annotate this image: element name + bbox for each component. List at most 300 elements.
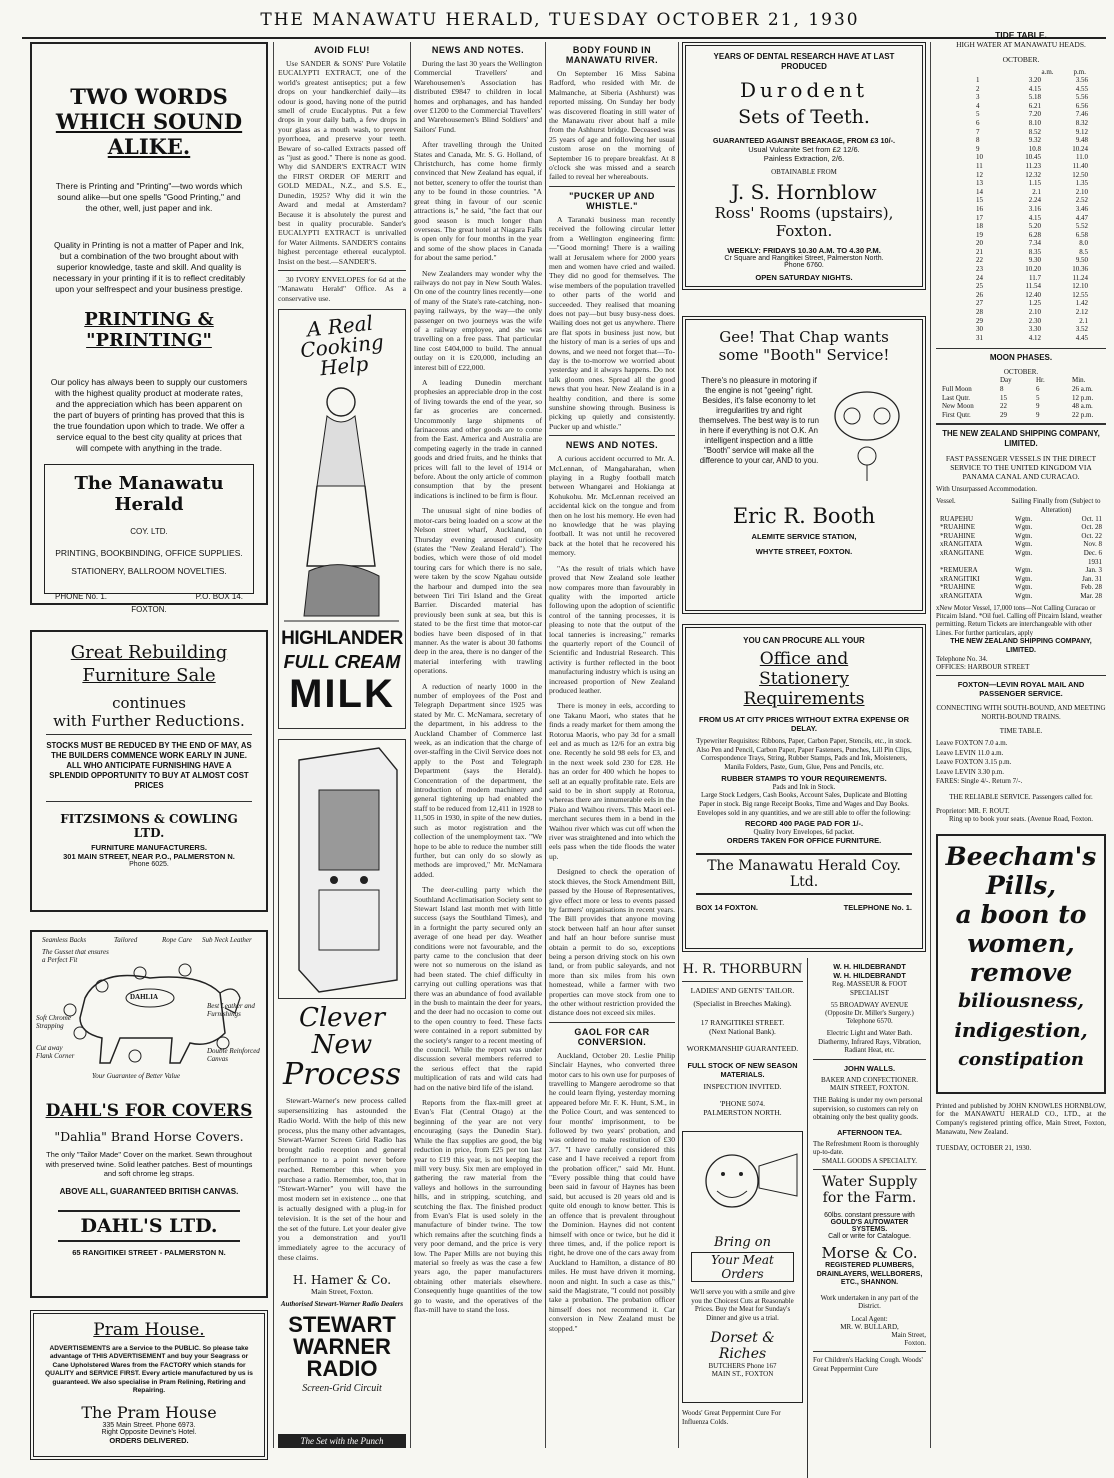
- meat-text: We'll serve you with a smile and give you the Choicest Cuts at Reasonable Prices. Buy the Meat for Sunday's Dinner and give us a trial.: [690, 1288, 795, 1322]
- tide-row: [976, 334, 1088, 343]
- tide-row: [976, 85, 1088, 94]
- tide-row: [976, 248, 1088, 257]
- office-large: Large Stock Ledgers, Cash Books, Account Sales, Duplicate and Blotting Paper in stock. Big range Receipt Books, Time and Wages and Day Books. Envelopes sold in any quantities, and we are still able to offer the following:: [697, 791, 911, 817]
- ship-cell: *RUAHINE: [940, 583, 975, 592]
- woods-ad: For Children's Hacking Cough. Woods' Great Peppermint Cure: [813, 1355, 923, 1373]
- ad-heading: TWO WORDS: [70, 84, 228, 109]
- tide-pm: 9.12: [1075, 127, 1088, 136]
- walls-line: BAKER AND CONFECTIONER.: [820, 1075, 919, 1084]
- furniture-title: Furniture Sale: [82, 665, 216, 686]
- envelopes-notice: 30 IVORY ENVELOPES for 6d at the "Manawatu Herald" Office. As a conservative use.: [278, 274, 406, 303]
- tide-am: 4.12: [1028, 333, 1041, 342]
- office-from: FROM US AT CITY PRICES WITHOUT EXTRA EXPENSE OR DELAY.: [698, 715, 909, 733]
- ship-cell: Wgtn.: [1015, 531, 1033, 540]
- stewart-warner-text: Stewart-Warner's new process called supersensitizing has astounded the Radio World. With the help of this new process, plus the many other advantages, Stewart-Warner Screen Grid Radio has brought radio reception and general performance to a point never before reached. Remember this when you purchase a radio. Remember, too, that in "Stewart-Warner" you will have the most modern set in existence ... one that is actually designed with a plug-in for television. It is the set of the hour and the set of the future. Let your dealer give you a demonstration and you'll immediately agree to the accuracy of these claims.: [278, 1096, 406, 1262]
- pram-ad: [30, 1310, 268, 1460]
- time-line: Leave LEVIN 3.30 p.m.: [936, 767, 1005, 776]
- moon-cell: 8: [1000, 385, 1004, 393]
- tide-title: TIDE TABLE.: [995, 30, 1047, 40]
- article-heading: BODY FOUND IN MANAWATU RIVER.: [565, 45, 659, 65]
- tide-am: 12.40: [1025, 290, 1041, 299]
- office-record: RECORD 400 PAGE PAD FOR 1/-.: [744, 819, 864, 829]
- tide-pm: 4.45: [1075, 333, 1088, 342]
- ad-text: Quality in Printing is not a matter of Paper and Ink, but a combination of the two brought about with superior knowledge, taste and skill. And quality is necessary in your printing if it is to reflect creditably upon your selfrespect and your business prestige.: [52, 240, 246, 294]
- column-divider: [678, 42, 679, 1448]
- tide-day: 10: [976, 153, 983, 162]
- tide-day: 31: [976, 333, 983, 342]
- tide-am: 6.28: [1028, 230, 1041, 239]
- thorburn-line: LADIES' AND GENTS' TAILOR.: [690, 986, 795, 995]
- moon-cell: 48 a.m.: [1072, 402, 1093, 411]
- moon-row: [942, 411, 1100, 420]
- beecham-line: biliousness,: [957, 989, 1085, 1012]
- tide-row: [976, 76, 1088, 85]
- tide-day: 17: [976, 213, 983, 222]
- tide-header: [936, 68, 1106, 76]
- tide-pm: 10.24: [1072, 144, 1088, 153]
- tide-am: 11.23: [1025, 161, 1041, 170]
- shipping-office: OFFICES: HARBOUR STREET: [936, 662, 1030, 671]
- ship-cell: *RUAHINE: [940, 523, 975, 532]
- tide-pm: 10.36: [1072, 265, 1088, 274]
- ship-cell: Jan. 3: [1085, 566, 1102, 575]
- article-text: A curious accident occurred to Mr. A. McLennan, of Mangaharahan, when playing in a Rugby football match between Whangarei and Hokianga at Kohukohu. Mr. McLennan received an accidental kick on the tongue and from then on he lost his memory. He even had no knowledge that he was playing football. It was not until he recovered back at the hotel that he recovered his memory.: [549, 454, 675, 558]
- moon-month: OCTOBER.: [1003, 368, 1039, 377]
- herald-line: STATIONERY, BALLROOM NOVELTIES.: [71, 566, 227, 576]
- tide-am: 2.1: [1032, 187, 1041, 196]
- beecham-line: a boon to: [955, 899, 1087, 929]
- diagram-label: Double Reinforced Canvas: [207, 1047, 260, 1063]
- herald-contacts: [55, 592, 243, 601]
- meat-orders: Your Meat Orders: [691, 1252, 794, 1282]
- tide-day: 24: [976, 273, 983, 282]
- article-paragraph: After travelling through the United States and Canada, Mr. S. G. Holland, of Christchurch, has come home firmly convinced that New Zealand has equal, if not better, scenery to offer the tourist than any to be found in those countries. "A great thing in favour of our scenic attractions is," he said, "the fact that our good season is much longer than overseas. The great hotel at Niagara Falls is open only for four months in the year and some of the show places in Canada for about the same period.": [414, 140, 542, 263]
- booth-title: some "Booth" Service!: [718, 346, 890, 364]
- diagram-label: Rope Care: [162, 936, 192, 944]
- moon-row: [942, 385, 1100, 394]
- ship-row: [940, 515, 1102, 524]
- tide-pm: 12.10: [1072, 282, 1088, 291]
- tide-row: [976, 256, 1088, 265]
- durodent-sets: Sets of Teeth.: [738, 106, 870, 128]
- thorburn-line: PALMERSTON NORTH.: [703, 1108, 782, 1117]
- durodent-phone: Phone 6760.: [784, 262, 824, 269]
- moon-cell: 22: [1000, 402, 1007, 411]
- article-text: A Taranaki business man recently received the following circular letter from a Wellington engineering firm:—"Good morning! There is a wailing wall at Jerusalem where for 2000 years men and women have cried and wailed. They did no good for themselves. The wise members of the population travelled to other parts of the world and succeeded. They realised that moaning does not pay—but busy busy-ness does. Wailing does not get us anywhere. There are flat spots in business just now, but the history of man is a series of ups and downs, and we need not forget that—To-day is the to-morrow we worried about yesterday and it always happens. Do not talk gloom ones. Spread all the good news that you hear. New Zealand is in a healthy condition, and there is some sunshine showing through. Business is picking up quietly and consistently. Pucker up and whistle.": [549, 214, 675, 431]
- tide-pm: 3.46: [1075, 204, 1088, 213]
- levin-title: FOXTON—LEVIN ROYAL MAIL AND PASSENGER SERVICE.: [957, 679, 1085, 698]
- screen-grid: Screen-Grid Circuit: [302, 1382, 382, 1394]
- shipping-table: [936, 515, 1106, 601]
- tide-pm: 1.35: [1075, 179, 1088, 188]
- tide-am: 10.8: [1028, 144, 1041, 153]
- tide-am: 8.10: [1028, 118, 1041, 127]
- tide-day: 3: [976, 93, 980, 102]
- walls-tea: AFTERNOON TEA.: [837, 1127, 902, 1137]
- article-text: Use SANDER & SONS' Pure Volatile EUCALYPTI EXTRACT, one of the world's greatest antiseptics; put a few drops on your handkerchief daily—its odour is good, having none of the putrid smell of crude Eucalyptus. Put a few drops in your daily bath, a few drops in your glass as a mouth wash, to prevent pyorrhoea, and preserve your teeth. Beware of so-called Extracts passed off as "just as good." There is none as good. Why did SANDER'S EXTRACT WIN the FIRST ORDER OF MERIT and GOLD MEDAL, N.Z., and S.S. E., Dunedin, 1925? Why did it win the Award and medal at Amsterdam? Because it is absolutely the purest and best in quality procurable. Sander's EUCALYPTI EXTRACT is unrivalled for Water Ailments. SANDER'S contains highest percentage ethereal eucalyptol. Insist on the best.—SANDER'S.: [278, 59, 406, 266]
- office-top: YOU CAN PROCURE ALL YOUR: [743, 636, 865, 645]
- morse-reg: REGISTERED PLUMBERS, DRAINLAYERS, WELLBORERS, ETC., SHANNON.: [816, 1261, 923, 1287]
- office-orders: ORDERS TAKEN FOR OFFICE FURNITURE.: [726, 836, 882, 846]
- herald-ad: [44, 464, 254, 614]
- milk-word: MILK: [289, 672, 395, 717]
- pram-body: ADVERTISEMENTS are a Service to the PUBLIC. So please take advantage of THIS ADVERTISEMENT and buy your Seagrass or Cane Upholstered Wares from the FACTORY which stands for QUALITY and SERVICE FIRST. Every article manufactured by us is guaranteed. We also specialise in Pram Relining, Retiring and Repairing.: [45, 1345, 253, 1395]
- walls-text: The Refreshment Room is thoroughly up-to-date.: [813, 1139, 920, 1157]
- ship-cell: Oct. 22: [1081, 531, 1102, 540]
- ship-row: [940, 532, 1102, 541]
- column-divider: [930, 42, 931, 1448]
- levin-ring: Ring up to book your seats. (Avenue Road, Foxton.: [949, 815, 1093, 824]
- hildebrandt-name: W. H. HILDEBRANDT: [833, 971, 906, 980]
- tide-am: 7.20: [1028, 110, 1041, 119]
- beecham-line: Beecham's: [945, 841, 1097, 871]
- moon-col: Day: [1000, 376, 1012, 385]
- ship-cell: 1931: [1088, 557, 1102, 566]
- tide-am: 1.25: [1028, 299, 1041, 308]
- tide-pm: 11.40: [1072, 161, 1088, 170]
- moon-cell: New Moon: [942, 402, 974, 411]
- ad-subheading: PRINTING & "PRINTING": [84, 309, 214, 351]
- walls-name: JOHN WALLS.: [843, 1063, 896, 1073]
- tide-pm: 3.56: [1075, 76, 1088, 84]
- tide-am: 3.30: [1028, 325, 1041, 334]
- column-divider: [545, 42, 546, 1448]
- highlander-word: HIGHLANDER: [281, 628, 403, 650]
- tide-row: [976, 128, 1088, 137]
- herald-co: COY. LTD.: [130, 527, 168, 536]
- office-firm: Ltd.: [789, 874, 819, 891]
- tide-pm: p.m.: [1073, 68, 1086, 76]
- ship-row: [940, 523, 1102, 532]
- moon-cell: Last Qutr.: [942, 393, 970, 402]
- thorburn-line: 17 RANGITIKEI STREET.: [700, 1018, 785, 1027]
- thorburn-line: FULL STOCK OF NEW SEASON MATERIALS.: [687, 1061, 798, 1079]
- article-paragraph: The unusual sight of nine bodies of motor-cars being loaded on a scow at the Nelson street wharf, Auckland, on Thursday evening aroused curiosity (states the "New Zealand Herald"). The bodies, which were those of old model touring cars for which there is no sale, were taken by the scow Ngahau outside the harbour and dumped into the sea between Tiri Tiri Island and the Great Barrier. Discarded material has previously been sunk at sea, but this is stated to be the first time that motor-car bodies have been disposed of in that manner. As the water is about 30 fathoms deep in the area, there is no danger of the material interfering with trawling operations.: [414, 506, 542, 676]
- ship-cell: Oct. 28: [1081, 523, 1102, 532]
- durodent-ad: [682, 42, 926, 290]
- booth-body: [696, 376, 912, 486]
- herald-line: PRINTING, BOOKBINDING, OFFICE SUPPLIES.: [55, 548, 243, 558]
- beecham-line: indigestion,: [954, 1017, 1088, 1042]
- tide-am: 4.15: [1028, 213, 1041, 222]
- dahlia-label: DAHLIA: [130, 993, 159, 1001]
- ship-cell: Wgtn.: [1015, 514, 1033, 523]
- tide-am: 11.7: [1029, 273, 1041, 282]
- dahl-above: ABOVE ALL, GUARANTEED BRITISH CANVAS.: [59, 1186, 239, 1196]
- shipping-title: THE NEW ZEALAND SHIPPING COMPANY, LIMITED.: [942, 429, 1100, 448]
- article-paragraph: A reduction of nearly 1000 in the number of employees of the Post and Telegraph Department since 1925 was stated by Mr. C. McNamara, secretary of the department, in his address to the Auckland Chamber of Commerce last week, as an indication that the charge of over-staffing in the Civil Service does not apply to the Post and Telegraph Department (says the Herald). Concentration of the department, the introduction of modern machinery and general tightening up had enabled the staff to be reduced from 12,411 in 1928 to 11,505 in 1930, in spite of the new duties, such as motor registration and the collection of the unemployment tax. "We hope to be able to reduce the number still further, but can only do so slowly as methods are improved," Mr. McNamara added.: [414, 681, 543, 879]
- article-heading: AVOID FLU!: [314, 45, 370, 55]
- thorburn-line: (Specialist in Breeches Making).: [693, 999, 792, 1008]
- morse-agent: Foxton.: [904, 1338, 926, 1347]
- furniture-body: STOCKS MUST BE REDUCED BY THE END OF MAY, AS THE BUILDERS COMMENCE WORK EARLY IN JUNE. ALL WHO ANTICIPATE FURNISHING HAVE A SPLENDID OPPORTUNITY TO BUY AT ALMOST COST PRICES: [46, 741, 252, 790]
- furniture-line: FURNITURE MANUFACTURERS.: [91, 843, 207, 852]
- tide-pm: 5.52: [1075, 222, 1088, 231]
- moon-cell: 26 a.m.: [1072, 385, 1093, 393]
- ad-heading: WHICH SOUND ALIKE.: [55, 109, 243, 159]
- tide-day: 18: [976, 222, 983, 231]
- pram-title: Pram House.: [93, 1320, 205, 1340]
- meat-firm: Dorset & Riches: [710, 1330, 775, 1363]
- moon-cell: 9: [1036, 410, 1040, 419]
- pram-addr: 335 Main Street. Phone 6973.: [102, 1422, 196, 1430]
- herald-box: P.O. BOX 14.: [195, 592, 243, 601]
- column-3: [414, 42, 542, 1448]
- durodent-title: Durodent: [739, 78, 869, 102]
- durodent-line: Usual Vulcanite Set from £2 12/6.: [748, 145, 860, 154]
- moon-cell: 9: [1036, 402, 1040, 411]
- tide-row: [976, 196, 1088, 205]
- beecham-line: constipation: [958, 1048, 1084, 1070]
- tide-month: OCTOBER.: [1002, 55, 1040, 64]
- tide-pm: 2.52: [1075, 196, 1088, 205]
- ad-text: Our policy has always been to supply our customers with the highest quality product at moderate rates, and the appreciation which has been apparent on the part of buyers of printing has proved that this is the true foundation upon which to trade. We offer a service equal to the best city quality at prices that will compete with anything in the trade.: [50, 377, 248, 453]
- morse-agent: Main Street,: [891, 1330, 926, 1339]
- tide-row: [976, 325, 1088, 334]
- morse-name: Morse & Co.: [821, 1243, 918, 1262]
- tide-am: 5.18: [1028, 93, 1041, 102]
- diagram-label: The Gusset that ensures a Perfect Fit: [42, 948, 109, 964]
- tide-row: [976, 205, 1088, 214]
- tide-am: 5.20: [1028, 222, 1041, 231]
- booth-title: Gee! That Chap wants: [719, 328, 889, 346]
- tide-am: 9.30: [1028, 256, 1041, 265]
- dahl-addr: 65 RANGITIKEI STREET - PALMERSTON N.: [72, 1247, 226, 1257]
- furniture-ad: [30, 630, 268, 912]
- punch-banner: The Set with the Punch: [278, 1434, 406, 1448]
- morse-work: Work undertaken in any part of the District.: [820, 1293, 919, 1311]
- tide-day: 29: [976, 316, 983, 325]
- ship-row: [940, 575, 1102, 584]
- article-text: Auckland, October 20. Leslie Philip Sinclair Haynes, who converted three motor cars to his own use for purposes of travelling to Mangere aerodrome so that he could learn flying, yesterday morning appeared before Mr. F. K. Hunt, S.M., in the Police Court, and was sentenced to four months' imprisonment, to be followed by two years' probation, and was ordered to make restitution of £30 3/7. "I have carefully considered this case and I have received a report from the probation officer," said Mr. Hunt. "Every possible thing that could have been said in favour of Haynes has been said, but accused is 20 years old and is quite old enough to know better. This is an offence that is prevalent throughout the Dominion. Haynes did not content himself with once or twice, but he did it three times, and, if the police report is right, he drove one of the cars away from Auckland to Hamilton, a distance of 80 miles. He must have driven it morning, noon and night. In such a case as this," said the Magistrate, "I could not possibly take a probation. The probation officer himself does not recommend it. Car conversion in New Zealand must be stopped.": [549, 1050, 675, 1333]
- diagram-label: Seamless Backs: [42, 936, 87, 944]
- durodent-top: YEARS OF DENTAL RESEARCH HAVE AT LAST PRODUCED: [713, 52, 895, 71]
- herald-title: The Manawatu Herald: [74, 473, 224, 515]
- tide-pm: 1.42: [1075, 299, 1088, 308]
- tide-pm: 2.10: [1075, 187, 1088, 196]
- tide-row: [976, 145, 1088, 154]
- office-ad: [682, 624, 926, 952]
- dahl-text: The only "Tailor Made" Cover on the market. Sewn throughout with preserved twine. Solid leather patches. Best of mountings and soft chrome leg straps.: [45, 1150, 253, 1178]
- tide-pm: 2.1: [1079, 316, 1088, 325]
- tide-row: [976, 110, 1088, 119]
- booth-addr: WHYTE STREET, FOXTON.: [755, 547, 853, 556]
- column-6: [936, 30, 1106, 1448]
- hildebrandt-line: 55 BROADWAY AVENUE: [830, 1001, 909, 1010]
- column-5: [682, 42, 926, 1448]
- beecham-line: remove: [969, 957, 1073, 987]
- time-line: Leave LEVIN 11.0 a.m.: [936, 748, 1004, 757]
- moon-col: [942, 376, 992, 385]
- meat-ad: [682, 1131, 803, 1403]
- hornblow-name: J. S. Hornblow: [731, 180, 877, 204]
- two-words-ad: [30, 42, 268, 614]
- moon-cell: 15: [1000, 393, 1007, 402]
- article-heading: GAOL FOR CAR CONVERSION.: [574, 1026, 650, 1047]
- booth-text: There's no pleasure in motoring if the engine is not "geeing" right. Besides, it's false economy to let irregularities try and right themselves. The best way is to run in here if everything is not O.K. An intelligent inspection and a little "Booth" service will make all the difference to your car, AND to you.: [699, 376, 819, 465]
- woods-ad: Woods' Great Peppermint Cure For Influenza Colds.: [682, 1409, 781, 1426]
- tide-am: 1.15: [1028, 179, 1041, 188]
- tide-am: 3.16: [1028, 204, 1041, 213]
- tide-pm: 7.46: [1075, 110, 1088, 119]
- ship-cell: Oct. 11: [1081, 514, 1102, 523]
- hildebrandt-line: Electric Light and Water Bath. Diathermy, Infrared Rays, Vibration, Radiant Heat, etc.: [818, 1029, 921, 1055]
- right-small-ads: [808, 958, 926, 1478]
- thorburn-line: WORKMANSHIP GUARANTEED.: [686, 1044, 799, 1053]
- levin-tt: TIME TABLE.: [999, 727, 1043, 736]
- tide-day: 30: [976, 325, 983, 334]
- tide-day: 14: [976, 187, 983, 196]
- morse-agent: MR. W. BULLARD,: [840, 1322, 899, 1331]
- durodent-sat: OPEN SATURDAY NIGHTS.: [755, 273, 853, 282]
- ship-cell: *RUAHINE: [940, 531, 975, 540]
- small-ads-row: [682, 958, 926, 1478]
- ship-cell: Wgtn.: [1015, 566, 1033, 575]
- ship-cell: Feb. 28: [1081, 583, 1102, 592]
- tide-pm: 8.32: [1075, 118, 1088, 127]
- thorburn-line: 'PHONE 5074.: [719, 1099, 766, 1108]
- column-2: [278, 42, 406, 1448]
- moon-cell: 22 p.m.: [1072, 410, 1094, 419]
- article-paragraph: The deer-culling party which the Southland Acclimatisation Society sent to Stewart Island last month met with little success (says the Southland Times), and in a fortnight the party secured only an average of one head per day. Weather conditions were not favourable, and the party came to the conclusion that deer were not so numerous on the island as had been stated. The chief difficulty in carrying out culling operations was that there was an abundance of food available in the bush to maintain the deer for years, and the deer had no occasion to come out to the open country to feed. These facts were contained in a report submitted by the society's ranger to a recent meeting of the council. While the report was under discussion several members referred to the serious effect that the rapid multiplication of rats and wild cats had had on the native bird life of the island.: [414, 885, 542, 1092]
- tide-pm: 12.50: [1072, 170, 1088, 179]
- tide-day: 27: [976, 299, 983, 308]
- shipping-col: Vessel.: [936, 497, 956, 506]
- pram-title-2: The Pram House: [81, 1403, 217, 1423]
- tide-day: 19: [976, 230, 983, 239]
- hamer-street: Main Street, Foxton.: [310, 1286, 374, 1296]
- ship-cell: Wgtn.: [1015, 540, 1033, 549]
- furniture-title: Great Rebuilding: [70, 642, 228, 663]
- tide-row: [976, 308, 1088, 317]
- dealers-line: Authorised Stewart-Warner Radio Dealers: [280, 1299, 404, 1308]
- tide-day: 21: [976, 247, 983, 256]
- radio-word: RADIO: [306, 1355, 378, 1381]
- walls-line: MAIN STREET, FOXTON.: [829, 1083, 910, 1092]
- ship-cell: Wgtn.: [1015, 583, 1033, 592]
- tide-day: 28: [976, 308, 983, 317]
- office-box: BOX 14 FOXTON.: [696, 903, 758, 913]
- durodent-line: Painless Extraction, 2/6.: [763, 154, 845, 163]
- moon-cell: 29: [1000, 410, 1007, 419]
- tide-row: [976, 179, 1088, 188]
- tide-day: 22: [976, 256, 983, 265]
- water-line: GOULD'S AUTOWATER SYSTEMS.: [830, 1218, 909, 1233]
- tide-day: 16: [976, 204, 983, 213]
- moon-cell: 6: [1036, 385, 1040, 393]
- hornblow-rooms: Ross' Rooms (upstairs),: [714, 204, 894, 222]
- tide-row: [976, 136, 1088, 145]
- shipping-acc: With Unsurpassed Accommodation.: [936, 485, 1038, 494]
- diagram-label: Tailored: [114, 936, 138, 944]
- tide-pm: 4.55: [1075, 84, 1088, 93]
- tide-am: a.m.: [1041, 68, 1054, 76]
- hornblow-town: Foxton.: [775, 222, 833, 240]
- tide-am: 10.45: [1025, 153, 1041, 162]
- office-title: Office and: [759, 649, 849, 669]
- moon-head: [942, 376, 1100, 385]
- office-tel: TELEPHONE No. 1.: [843, 903, 912, 913]
- moon-cell: 5: [1036, 393, 1040, 402]
- herald-phone: PHONE No. 1.: [55, 592, 108, 601]
- shipping-sub: FAST PASSENGER VESSELS IN THE DIRECT SERVICE TO THE UNITED KINGDOM VIA PANAMA CANAL AND CURACAO.: [945, 454, 1097, 482]
- tide-pm: 6.56: [1075, 101, 1088, 110]
- tide-row: [976, 231, 1088, 240]
- tide-pm: 11.0: [1076, 153, 1088, 162]
- hildebrandt-line: Reg. MASSEUR & FOOT SPECIALIST: [831, 980, 908, 997]
- ship-cell: Wgtn.: [1015, 548, 1033, 557]
- article-text: "As the result of trials which have proved that New Zealand sole leather now compares more than favourably in quality with the imported article following upon the adoption of scientific control of the tanning processes, it is pleasing to note that the output of the local tanneries is increasing," remarks the quarterly report of the Council of Scientific and Industrial Research. This activity is further reflected in the boot manufacturing industry which is using an increased proportion of New Zealand produced leather.: [549, 563, 675, 695]
- tide-pm: 12.55: [1072, 290, 1088, 299]
- diagram-label: Soft Chrome Strapping: [36, 1014, 71, 1030]
- tide-day: 11: [976, 161, 983, 170]
- tide-day: 1: [976, 76, 980, 84]
- ship-cell: Wgtn.: [1015, 591, 1033, 600]
- diagram-label: Your Guarantee of Better Value: [92, 1072, 181, 1080]
- tide-am: 4.15: [1028, 84, 1041, 93]
- furniture-phone: Phone 6025.: [129, 861, 169, 868]
- furniture-sub: with Further Reductions.: [53, 712, 245, 730]
- tide-am: 8.52: [1028, 127, 1041, 136]
- stewart-word: STEWART: [288, 1311, 396, 1337]
- column-1: [30, 42, 268, 1448]
- levin-text: CONNECTING WITH SOUTH-BOUND, AND MEETING NORTH-BOUND TRAINS.: [936, 703, 1106, 721]
- booth-station: ALEMITE SERVICE STATION,: [751, 532, 857, 541]
- office-firm-band: [696, 853, 912, 895]
- ship-row: [940, 558, 1102, 567]
- tide-day: 13: [976, 179, 983, 188]
- tide-row: [976, 162, 1088, 171]
- ship-cell: xRANGITATA: [940, 591, 983, 600]
- imprint: Printed and published by JOHN KNOWLES HORNBLOW, for the MANAWATU HERALD CO., LTD., at the Company's registered printing office, Main Street, Foxton, Manawatu, New Zealand.: [936, 1101, 1106, 1136]
- tide-day: 25: [976, 282, 983, 291]
- moon-col: Min.: [1072, 376, 1086, 385]
- tide-row: [976, 282, 1088, 291]
- tide-am: 9.32: [1028, 136, 1041, 145]
- diagram-label: Sub Neck Leather: [202, 936, 252, 944]
- office-body: Typewriter Requisites: Ribbons, Paper, Carbon Paper, Stencils, etc., in stock. Also Pen and Pencil, Carbon Paper, Paper Fasteners, Punches, Lill Pin Clips, Correspondence Trays, String, Rubber Stamps, Pads and Ink, Moisteners, Manila Folders, Paste, Gum, Glue, Pens and Pencils, etc.: [696, 737, 912, 771]
- ship-row: [940, 540, 1102, 549]
- article-heading: NEWS AND NOTES.: [565, 440, 659, 451]
- furniture-line: 301 MAIN STREET, NEAR P.O., PALMERSTON N.: [63, 852, 235, 861]
- tide-pm: 8.0: [1079, 239, 1088, 248]
- tide-day: 8: [976, 136, 980, 145]
- article-paragraph: During the last 30 years the Wellington Commercial Travellers' and Warehousemen's Association has distributed £9847 to children in local homes and orphanages, and has handed over £1200 to the Commercial Travellers' and Warehousemen's Blind Soldiers' and Sailors' Fund.: [414, 59, 542, 134]
- tide-day: 5: [976, 110, 980, 119]
- tide-day: 4: [976, 101, 980, 110]
- tide-row: [976, 291, 1088, 300]
- ship-cell: Wgtn.: [1015, 574, 1033, 583]
- tide-pm: 6.58: [1075, 230, 1088, 239]
- tide-day: 12: [976, 170, 983, 179]
- article-paragraph: A leading Dunedin merchant prophesies an appreciable drop in the cost of living towards the end of the year, so far as groceries are concerned. Uncommonly large shipments of farinaceous and other goods are to come from the East. America and Australia are competing eagerly in the trade in canned goods and dried fruits, and he thinks that prices will fall to the level of 1914 or before. About the only article of common consumption that by the present indications is inclined to be firm is flour.: [414, 378, 542, 500]
- levin-times: [936, 739, 1106, 787]
- tide-row: [976, 153, 1088, 162]
- highlander-milk-ad: [278, 309, 406, 729]
- tide-row: [976, 274, 1088, 283]
- tide-pm: 3.52: [1075, 325, 1088, 334]
- shipping-col: Sailing Finally from (Subject to Alteration): [1011, 497, 1101, 514]
- article-heading: NEWS AND NOTES.: [431, 45, 525, 55]
- column-divider: [273, 42, 274, 1448]
- moon-col: Hr.: [1036, 376, 1045, 385]
- shipping-firm: THE NEW ZEALAND SHIPPING COMPANY, LIMITED.: [950, 638, 1092, 654]
- tide-subtitle: HIGH WATER AT MANAWATU HEADS.: [956, 40, 1086, 49]
- tide-row: [976, 265, 1088, 274]
- office-title: Stationery Requirements: [743, 669, 865, 709]
- tide-pm: 8.5: [1079, 247, 1088, 256]
- tide-row: [976, 214, 1088, 223]
